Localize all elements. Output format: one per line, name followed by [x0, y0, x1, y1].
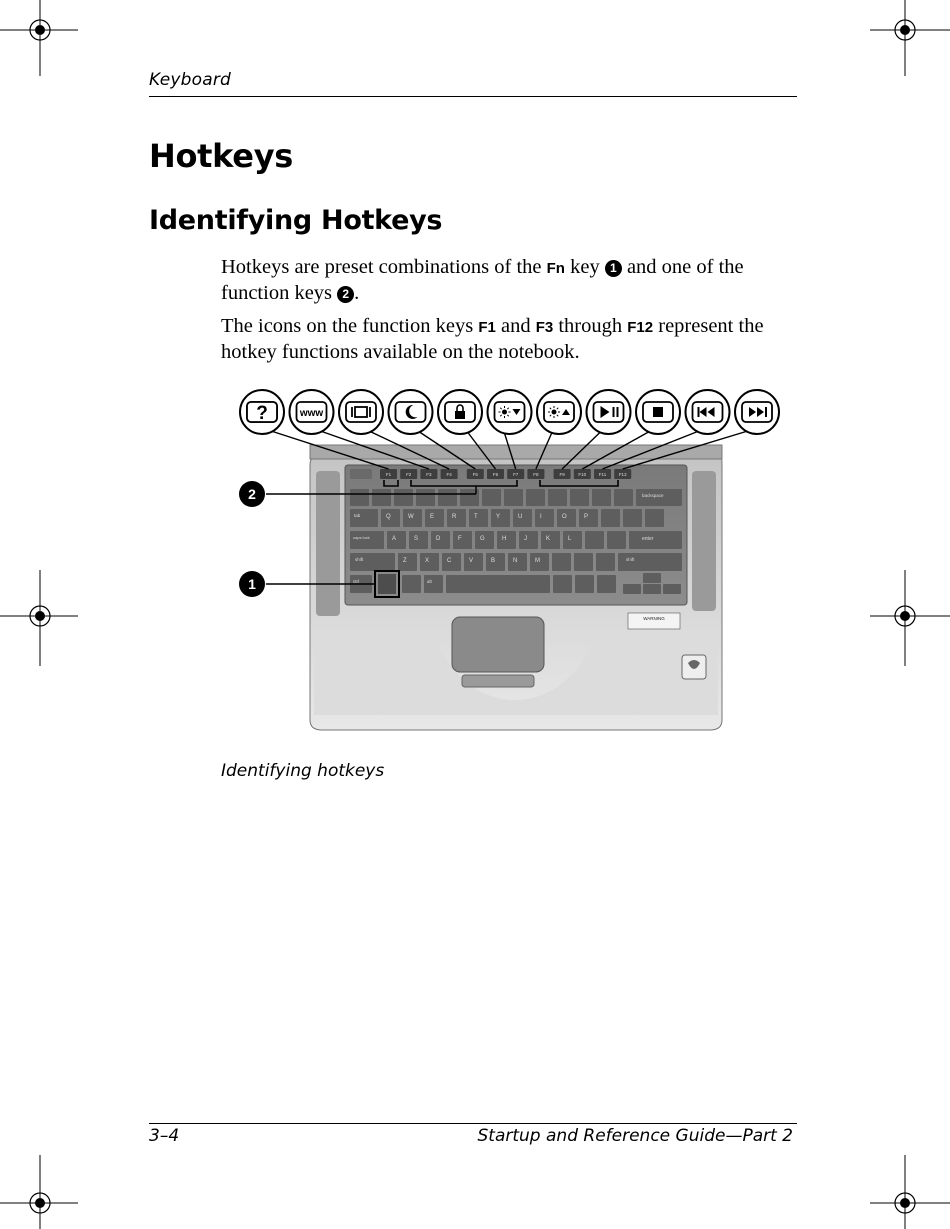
symbol-key: [585, 531, 604, 549]
letter-key-label: C: [447, 558, 452, 564]
letter-key-label: X: [425, 558, 430, 564]
key-name-f3: F3: [535, 319, 554, 336]
letter-key: [508, 553, 527, 571]
number-key: [372, 489, 391, 506]
letter-key-label: K: [546, 536, 551, 542]
play-pause-icon: [587, 390, 631, 434]
symbol-key: [574, 553, 593, 571]
letter-key: [486, 553, 505, 571]
text-run: .: [354, 282, 360, 304]
crop-mark-middle-right: [870, 570, 950, 670]
text-run: Hotkeys are preset combinations of the: [221, 256, 547, 278]
letter-key: [425, 509, 444, 527]
text-run: key: [564, 256, 605, 278]
shift-label: shift: [355, 557, 364, 562]
text-run: and one of the function keys: [221, 256, 744, 304]
arrow-up-key: [643, 573, 661, 583]
fkey-label: F11: [598, 472, 607, 477]
text-run: represent the hotkey functions available on the notebook.: [221, 315, 764, 363]
key-name-f1: F1: [478, 319, 496, 336]
number-key: [592, 489, 611, 506]
number-key: [548, 489, 567, 506]
symbol-key: [623, 509, 642, 527]
letter-key: [535, 509, 554, 527]
callout-2-label: 2: [248, 486, 256, 502]
display-switch-icon: [339, 390, 383, 434]
page-title: Hotkeys: [149, 137, 293, 175]
letter-key-label: F: [458, 536, 462, 542]
letter-key-label: D: [436, 536, 441, 542]
fkey-label: F5: [472, 472, 478, 477]
letter-key-label: W: [408, 514, 414, 520]
letter-key-label: N: [513, 558, 518, 564]
callout-ref-1: 1: [605, 260, 622, 277]
letter-key: [497, 531, 516, 549]
caps-lock-key: [350, 531, 384, 549]
symbol-key: [645, 509, 664, 527]
letter-key-label: T: [474, 514, 478, 520]
crop-mark-bottom-right: [870, 1155, 950, 1229]
fkey-label: F6: [492, 472, 499, 477]
previous-track-icon: [686, 390, 730, 434]
speaker-right: [692, 471, 716, 611]
letter-key: [398, 553, 417, 571]
fkey-label: F8: [533, 472, 539, 477]
crop-mark-middle-left: [0, 570, 80, 670]
guide-title: Startup and Reference Guide—Part 2: [477, 1126, 793, 1146]
brightness-up-icon: [537, 390, 581, 434]
letter-key-label: R: [452, 514, 457, 520]
windows-key: [402, 575, 421, 593]
letter-key: [513, 509, 532, 527]
symbol-key: [552, 553, 571, 571]
letter-key-label: Y: [496, 514, 501, 520]
backspace-label: backspace: [642, 493, 664, 498]
alt-key: [424, 575, 443, 593]
arrow-left-key: [623, 584, 641, 594]
letter-key: [541, 531, 560, 549]
callout-ref-2: 2: [337, 286, 354, 303]
footer-rule: [149, 1123, 797, 1124]
shift-label: shift: [626, 557, 635, 562]
letter-key: [453, 531, 472, 549]
crop-mark-top-right: [870, 0, 950, 80]
enter-key: [629, 531, 682, 549]
function-key-row: [350, 469, 631, 479]
stop-icon: [636, 390, 680, 434]
enter-label: enter: [642, 536, 654, 542]
letter-key-label: S: [414, 536, 419, 542]
number-key: [416, 489, 435, 506]
number-key: [504, 489, 523, 506]
letter-key: [469, 509, 488, 527]
crop-mark-bottom-left: [0, 1155, 80, 1229]
warning-label-text: WARNING: [643, 616, 665, 621]
paragraph-icons: [221, 314, 801, 364]
fkey-label: F10: [578, 472, 587, 477]
symbol-key: [607, 531, 626, 549]
letter-key-label: B: [491, 558, 496, 564]
next-track-icon: [735, 390, 779, 434]
letter-key: [387, 531, 406, 549]
lock-icon: [438, 390, 482, 434]
fkey-label: F4: [446, 472, 452, 477]
number-key: [614, 489, 633, 506]
letter-key-label: M: [535, 558, 540, 564]
letter-key: [431, 531, 450, 549]
letter-key: [420, 553, 439, 571]
letter-key-label: V: [469, 558, 474, 564]
shift-key-left: [350, 553, 395, 571]
number-key: [570, 489, 589, 506]
fn-key: [378, 574, 396, 594]
modifier-key: [575, 575, 594, 593]
fkey-label: F9: [559, 472, 565, 477]
section-heading: Identifying Hotkeys: [149, 205, 443, 236]
symbol-key: [601, 509, 620, 527]
letter-key: [442, 553, 461, 571]
letter-key: [409, 531, 428, 549]
letter-key: [464, 553, 483, 571]
brightness-down-icon: [488, 390, 532, 434]
letter-key-label: G: [480, 536, 485, 542]
key-name-f12: F12: [627, 319, 654, 336]
symbol-key: [596, 553, 615, 571]
letter-key: [447, 509, 466, 527]
text-run: The icons on the function keys: [221, 315, 479, 337]
fkey-label: F2: [406, 472, 412, 477]
tab-key: [350, 509, 378, 527]
modifier-key: [597, 575, 616, 593]
www-icon-text: www: [299, 408, 324, 419]
letter-key-label: I: [540, 514, 542, 520]
fkey-label: F3: [426, 472, 432, 477]
letter-key-label: Q: [386, 514, 391, 520]
modifier-key: [553, 575, 572, 593]
arrow-right-key: [663, 584, 681, 594]
fkey-label: F12: [618, 472, 627, 477]
fkey-label: F7: [513, 472, 519, 477]
letter-key: [491, 509, 510, 527]
sleep-icon: [389, 390, 433, 434]
figure-caption: Identifying hotkeys: [221, 761, 385, 781]
letter-key-label: J: [524, 536, 527, 542]
header-rule: [149, 96, 797, 97]
letter-key: [579, 509, 598, 527]
crop-mark-top-left: [0, 0, 80, 80]
paragraph-intro: [221, 255, 801, 305]
letter-key-label: O: [562, 514, 567, 520]
spacebar: [446, 575, 550, 593]
ctrl-label: ctrl: [353, 579, 359, 584]
svg-text:?: ?: [256, 403, 268, 424]
www-icon: [290, 390, 334, 434]
number-key: [526, 489, 545, 506]
letter-key-label: A: [392, 536, 397, 542]
speaker-left: [316, 471, 340, 616]
alt-label: alt: [427, 579, 432, 584]
caps-lock-label: caps lock: [353, 535, 370, 540]
letter-key: [563, 531, 582, 549]
text-run: through: [553, 315, 628, 337]
number-key: [482, 489, 501, 506]
letter-key: [519, 531, 538, 549]
help-icon: [240, 390, 284, 434]
tab-label: tab: [354, 513, 361, 518]
letter-key-label: P: [584, 514, 589, 520]
page-number: 3–4: [149, 1126, 180, 1146]
letter-key-label: Z: [403, 558, 407, 564]
key-name-fn: Fn: [546, 260, 565, 277]
number-key: [350, 489, 369, 506]
touchpad: [452, 617, 544, 672]
letter-key-label: H: [502, 536, 507, 542]
keyboard-illustration: [230, 385, 790, 735]
shift-key-right: [618, 553, 682, 571]
text-run: and: [495, 315, 536, 337]
callout-1-label: 1: [248, 576, 256, 592]
touchpad-buttons: [462, 675, 534, 687]
running-header: Keyboard: [149, 70, 232, 90]
fkey-label: F1: [385, 472, 392, 477]
letter-key-label: U: [518, 514, 523, 520]
letter-key-label: E: [430, 514, 435, 520]
number-key: [438, 489, 457, 506]
hotkey-icon-row: [240, 390, 779, 434]
esc-key: [350, 469, 372, 479]
number-key: [394, 489, 413, 506]
arrow-down-key: [643, 584, 661, 594]
letter-key-label: L: [568, 536, 572, 542]
